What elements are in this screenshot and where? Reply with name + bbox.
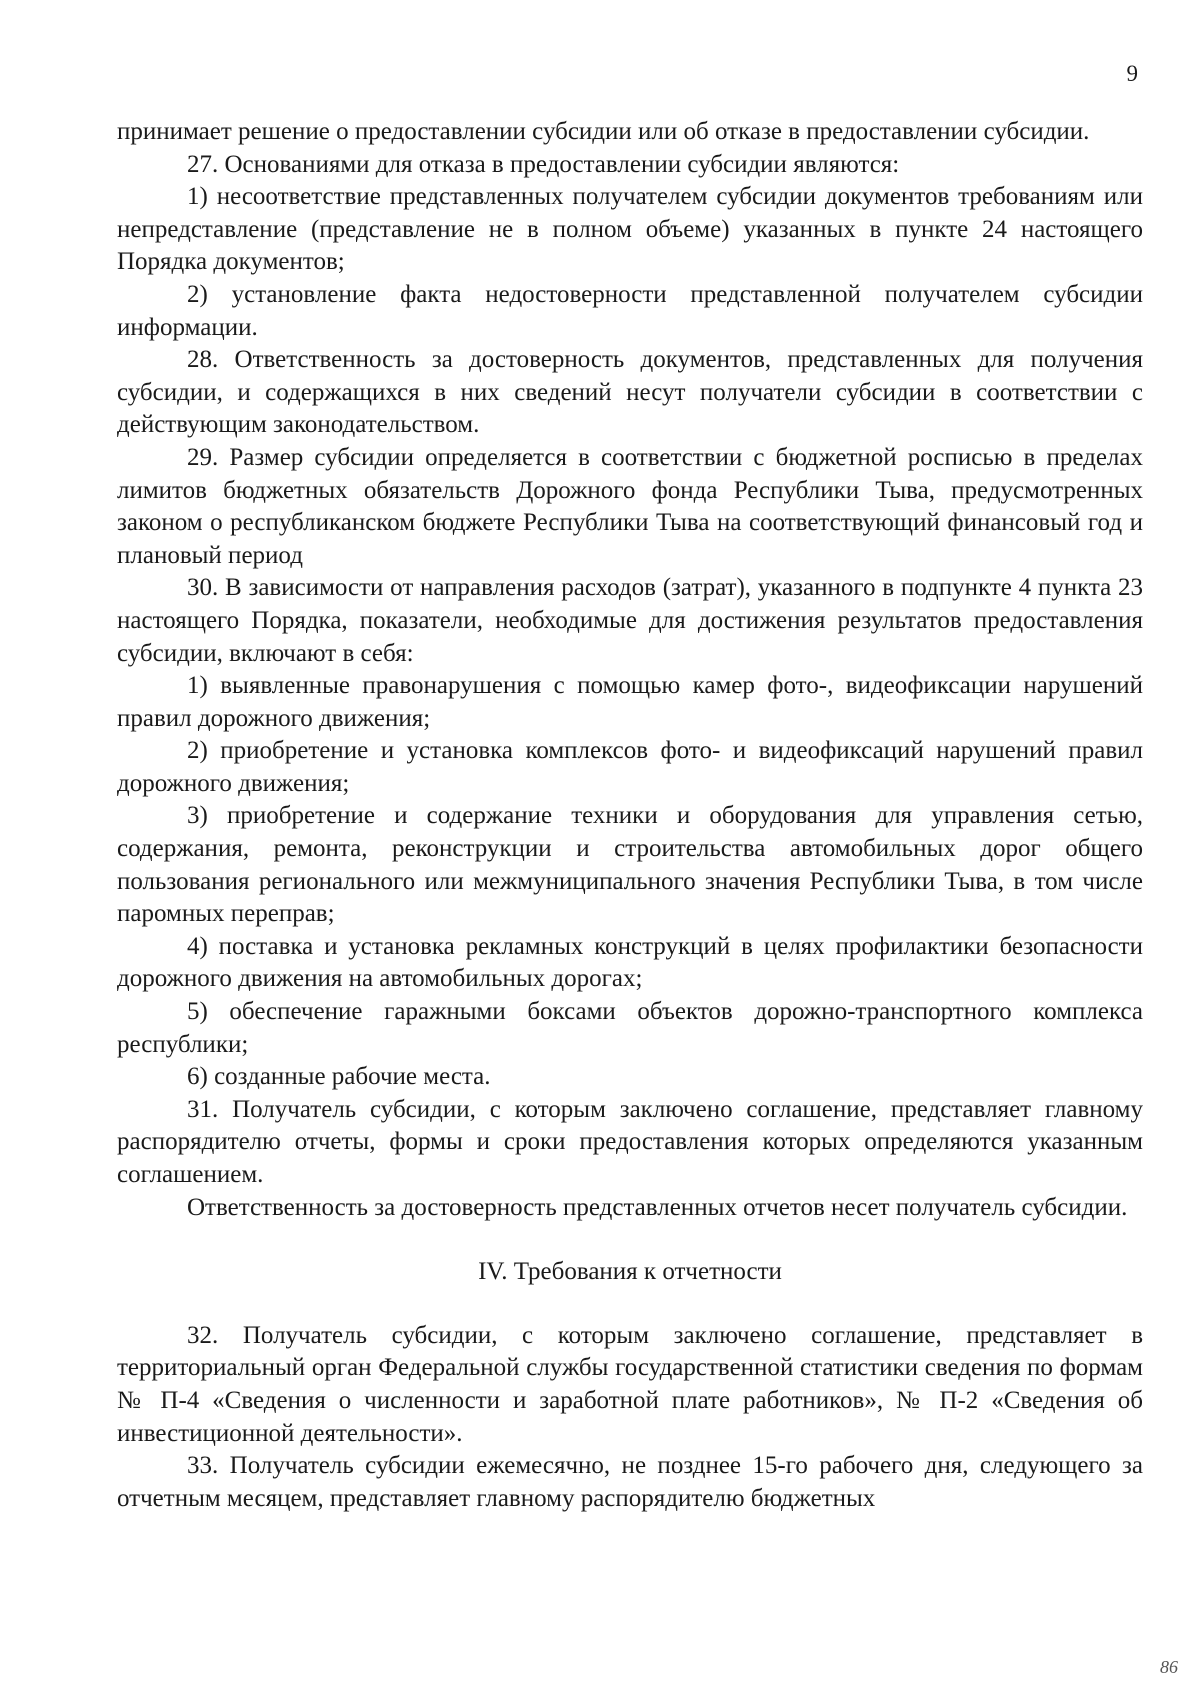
paragraph-continuation: принимает решение о предоставлении субсидии или об отказе в предоставлении субсидии. bbox=[117, 118, 1090, 145]
paragraph-30: 30. В зависимости от направления расходов (затрат), указанного в подпункте 4 пункта 23 настоящего Порядка, показатели, необходимые для достижения результатов предоставления субсидии, включают в себя: bbox=[117, 574, 1143, 667]
paragraph-30-item-1: 1) выявленные правонарушения с помощью камер фото-, видеофиксации нарушений правил дорожного движения; bbox=[117, 672, 1143, 732]
margin-handwritten-mark: 86 bbox=[1160, 1657, 1178, 1677]
paragraph-27-item-1: 1) несоответствие представленных получателем субсидии документов требованиям или непредставление (представление не в полном объеме) указанных в пункте 24 настоящего Порядка документов; bbox=[117, 183, 1143, 276]
paragraph-29: 29. Размер субсидии определяется в соответствии с бюджетной росписью в пределах лимитов бюджетных обязательств Дорожного фонда Республики Тыва, предусмотренных законом о республиканском бюджете Республики Тыва на соответствующий финансовый год и плановый период bbox=[117, 443, 1143, 569]
paragraph-30-item-3: 3) приобретение и содержание техники и оборудования для управления сетью, содержания, ремонта, реконструкции и строительства автомобильных дорог общего пользования регионального или межмуниципального значения Республики Тыва, в том числе паромных переправ; bbox=[117, 802, 1143, 928]
document-body bbox=[117, 116, 1143, 1515]
paragraph-28: 28. Ответственность за достоверность документов, представленных для получения субсидии, и содержащихся в них сведений несут получатели субсидии в соответствии с действующим законодательством. bbox=[117, 346, 1143, 439]
section-heading: IV. Требования к отчетности bbox=[478, 1258, 782, 1286]
paragraph-30-item-5: 5) обеспечение гаражными боксами объектов дорожно-транспортного комплекса республики; bbox=[117, 998, 1143, 1058]
paragraph-30-item-6: 6) созданные рабочие места. bbox=[187, 1063, 491, 1091]
paragraph-30-item-2: 2) приобретение и установка комплексов фото- и видеофиксаций нарушений правил дорожного движения; bbox=[117, 737, 1143, 797]
paragraph-30-item-4: 4) поставка и установка рекламных конструкций в целях профилактики безопасности дорожного движения на автомобильных дорогах; bbox=[117, 932, 1143, 993]
paragraph-31: 31. Получатель субсидии, с которым заключено соглашение, представляет главному распорядителю отчеты, формы и сроки предоставления которых определяются указанным соглашением. bbox=[117, 1095, 1143, 1188]
page-number: 9 bbox=[1126, 61, 1138, 86]
paragraph-27: 27. Основаниями для отказа в предоставлении субсидии являются: bbox=[187, 150, 900, 178]
paragraph-31-responsibility: Ответственность за достоверность представленных отчетов несет получатель субсидии. bbox=[187, 1193, 1128, 1221]
paragraph-32: 32. Получатель субсидии, с которым заключено соглашение, представляет в территориальный орган Федеральной службы государственной статистики сведения по формам № П-4 «Сведения о численности и заработной плате работников», № П-2 «Сведения об инвестиционной деятельности». bbox=[117, 1321, 1143, 1447]
paragraph-27-item-2: 2) установление факта недостоверности представленной получателем субсидии информации. bbox=[117, 280, 1143, 341]
paragraph-33: 33. Получатель субсидии ежемесячно, не позднее 15-го рабочего дня, следующего за отчетным месяцем, представляет главному распорядителю бюджетных bbox=[117, 1452, 1143, 1512]
